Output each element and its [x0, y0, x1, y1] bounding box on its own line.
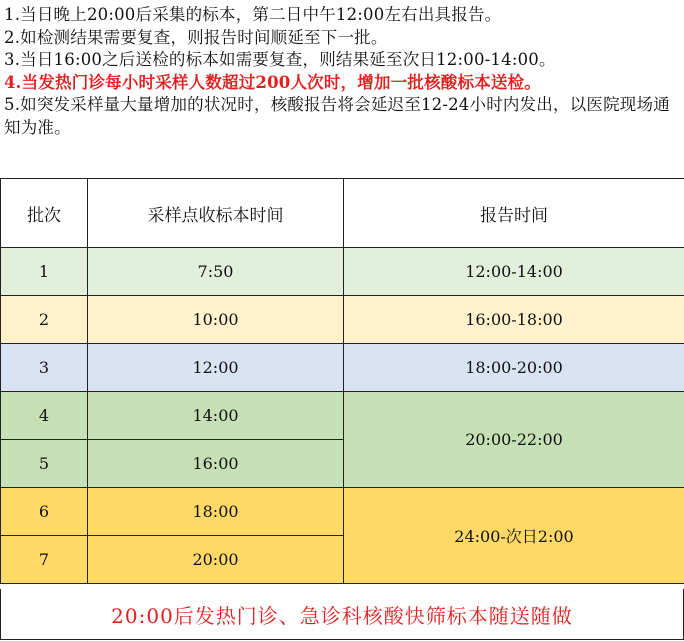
note-1: 1.当日晚上20:00后采集的标本，第二日中午12:00左右出具报告。	[4, 5, 502, 24]
schedule-table	[0, 178, 684, 584]
collect-time-cell: 20:00	[88, 536, 344, 584]
note-2: 2.如检测结果需要复查，则报告时间顺延至下一批。	[4, 27, 388, 47]
collect-time-cell: 10:00	[88, 296, 344, 344]
collect-time-cell: 16:00	[88, 440, 344, 488]
table-row	[1, 344, 684, 392]
batch-cell: 1	[1, 248, 88, 296]
batch-cell: 6	[1, 488, 88, 536]
table-row	[1, 248, 684, 296]
table-header-row	[1, 179, 684, 248]
table-row	[1, 392, 684, 440]
collect-time-cell: 18:00	[88, 488, 344, 536]
report-time-cell: 12:00-14:00	[344, 248, 684, 296]
batch-cell: 5	[1, 440, 88, 488]
footer-notice: 20:00后发热门诊、急诊科核酸快筛标本随送随做	[0, 589, 684, 640]
table-row	[1, 488, 684, 536]
note-3: 3.当日16:00之后送检的标本如需要复查，则结果延至次日12:00-14:00。	[4, 50, 556, 69]
batch-cell: 7	[1, 536, 88, 584]
batch-cell: 3	[1, 344, 88, 392]
batch-cell: 2	[1, 296, 88, 344]
note-5: 5.如突发采样量大量增加的状况时，核酸报告将会延迟至12-24小时内发出，以医院现场通知为准。	[4, 95, 670, 137]
report-time-cell: 16:00-18:00	[344, 296, 684, 344]
header-collect-time: 采样点收标本时间	[88, 179, 344, 248]
report-time-cell: 24:00-次日2:00	[344, 488, 684, 584]
header-batch: 批次	[1, 179, 88, 248]
collect-time-cell: 14:00	[88, 392, 344, 440]
header-report-time: 报告时间	[344, 179, 684, 248]
batch-cell: 4	[1, 392, 88, 440]
collect-time-cell: 7:50	[88, 248, 344, 296]
report-time-cell: 20:00-22:00	[344, 392, 684, 488]
report-time-cell: 18:00-20:00	[344, 344, 684, 392]
collect-time-cell: 12:00	[88, 344, 344, 392]
notes-section	[4, 4, 680, 139]
note-4-highlight: 4.当发热门诊每小时采样人数超过200人次时，增加一批核酸标本送检。	[4, 72, 541, 92]
table-row	[1, 296, 684, 344]
